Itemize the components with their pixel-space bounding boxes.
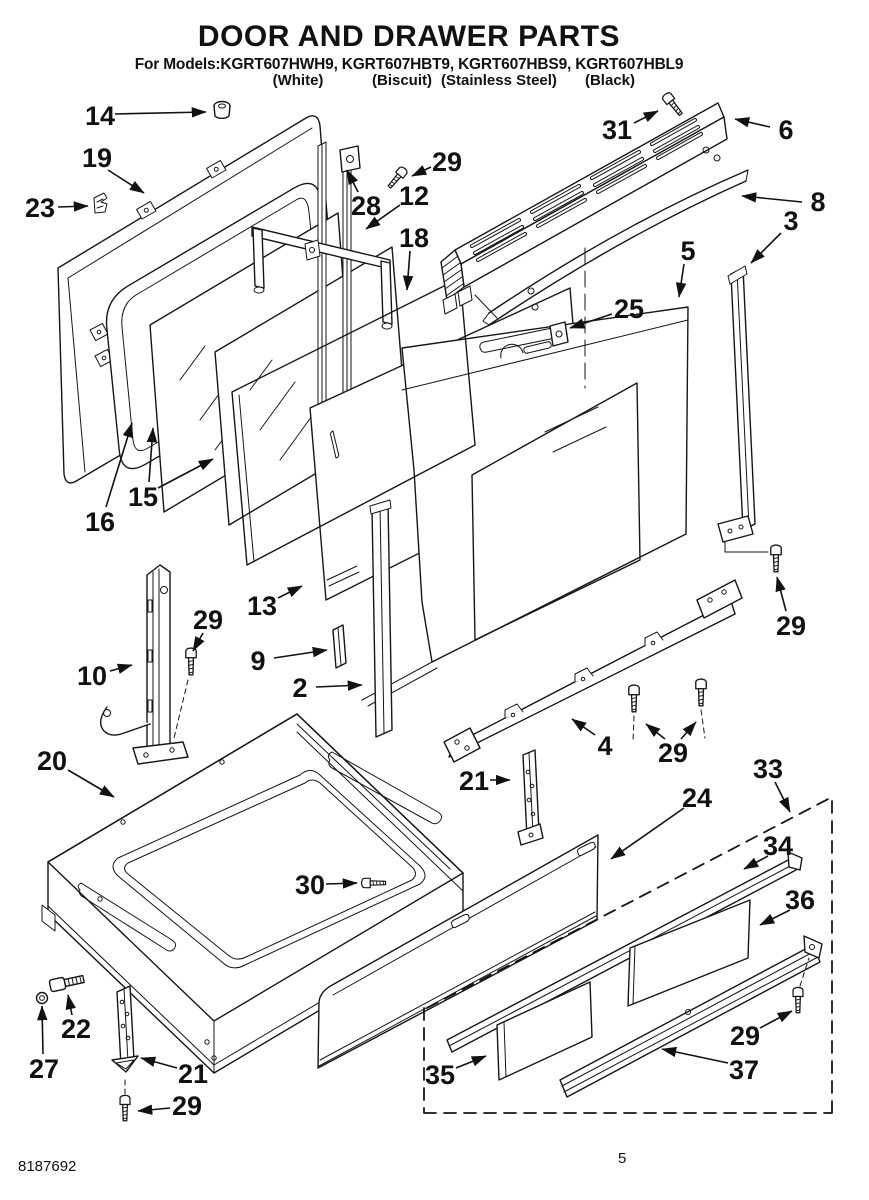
leader-line-35 xyxy=(456,1056,486,1068)
callout-23: 23 xyxy=(24,193,56,223)
leader-line-29 xyxy=(412,167,431,176)
callout-29: 29 xyxy=(775,611,807,641)
part-retainer-clip-28 xyxy=(340,146,360,172)
leader-line-29 xyxy=(138,1108,170,1111)
screw-31 xyxy=(661,91,684,117)
leader-line-33 xyxy=(775,782,790,812)
leader-line-24 xyxy=(611,808,684,859)
callout-27: 27 xyxy=(28,1054,60,1084)
callout-20: 20 xyxy=(36,746,68,776)
leader-line-9 xyxy=(274,650,327,658)
finish-label: (Black) xyxy=(584,72,636,89)
screw-29-right xyxy=(771,545,781,572)
callout-28: 28 xyxy=(350,191,382,221)
callout-29: 29 xyxy=(171,1091,203,1121)
part-clip-23 xyxy=(94,193,107,213)
page-number: 5 xyxy=(618,1150,627,1167)
screw-29-drawer-trim xyxy=(793,987,803,1012)
leader-line-4 xyxy=(572,719,595,735)
leader-line-10 xyxy=(110,665,132,671)
leader-line-21 xyxy=(141,1058,177,1068)
callout-31: 31 xyxy=(601,115,633,145)
finish-label: (White) xyxy=(272,72,324,89)
leader-line-8 xyxy=(742,196,802,202)
leader-line-29 xyxy=(760,1011,792,1028)
callout-21: 21 xyxy=(458,766,490,796)
callout-4: 4 xyxy=(597,731,613,761)
callout-19: 19 xyxy=(81,143,113,173)
callout-30: 30 xyxy=(294,870,326,900)
callout-34: 34 xyxy=(762,831,794,861)
callout-16: 16 xyxy=(84,507,116,537)
callout-6: 6 xyxy=(778,115,794,145)
screw-29-rail-1 xyxy=(629,685,639,712)
part-washer-27 xyxy=(37,993,48,1004)
callout-12: 12 xyxy=(398,181,430,211)
models-line: For Models:KGRT607HWH9, KGRT607HBT9, KGRT607HBS9, KGRT607HBL9 xyxy=(134,56,684,73)
callout-3: 3 xyxy=(783,206,799,236)
callout-37: 37 xyxy=(728,1055,760,1085)
callout-29: 29 xyxy=(431,147,463,177)
screw-29-lower-left xyxy=(120,1095,130,1120)
rail-screw-dashes xyxy=(633,710,705,741)
callout-33: 33 xyxy=(752,754,784,784)
callout-25: 25 xyxy=(613,294,645,324)
leader-line-18 xyxy=(407,251,410,290)
callout-21: 21 xyxy=(177,1059,209,1089)
leader-line-29 xyxy=(646,724,665,739)
part-plug-14 xyxy=(214,102,230,119)
callout-36: 36 xyxy=(784,885,816,915)
leader-line-29 xyxy=(777,577,786,611)
leader-line-5 xyxy=(679,264,684,297)
callout-29: 29 xyxy=(657,738,689,768)
leader-line-22 xyxy=(68,995,72,1015)
finish-label: (Stainless Steel) xyxy=(441,72,557,89)
part-glide-bracket-21-upper xyxy=(518,750,543,845)
callout-18: 18 xyxy=(398,223,430,253)
callout-14: 14 xyxy=(84,101,116,131)
page-title: DOOR AND DRAWER PARTS xyxy=(197,20,621,53)
screw-29-rail-2 xyxy=(696,679,706,706)
callout-29: 29 xyxy=(192,605,224,635)
screw-29-guide-dash xyxy=(174,680,188,738)
part-side-trim-3 xyxy=(718,266,768,552)
leader-line-13 xyxy=(278,586,302,598)
part-glide-bracket-21-lower xyxy=(112,986,138,1098)
callout-22: 22 xyxy=(60,1014,92,1044)
callout-15: 15 xyxy=(127,482,159,512)
callout-13: 13 xyxy=(246,591,278,621)
finish-label: (Biscuit) xyxy=(372,72,432,89)
leader-line-2 xyxy=(316,685,362,687)
callout-2: 2 xyxy=(292,673,308,703)
leader-line-29 xyxy=(681,722,696,739)
leader-line-19 xyxy=(108,170,144,193)
leader-line-27 xyxy=(42,1006,43,1054)
leader-line-20 xyxy=(68,770,114,797)
leader-line-37 xyxy=(662,1049,728,1063)
leader-line-30 xyxy=(326,883,357,884)
leader-line-3 xyxy=(751,233,781,263)
callout-29: 29 xyxy=(729,1021,761,1051)
part-side-trim-2 xyxy=(370,500,392,737)
callout-5: 5 xyxy=(680,236,696,266)
callout-24: 24 xyxy=(681,783,713,813)
part-spacer-9 xyxy=(333,625,346,668)
document-number: 8187692 xyxy=(18,1158,77,1175)
callout-10: 10 xyxy=(76,661,108,691)
callout-9: 9 xyxy=(250,646,266,676)
leader-line-31 xyxy=(634,111,658,123)
leader-line-14 xyxy=(115,112,206,114)
screw-29-bracket10 xyxy=(186,648,196,675)
leader-line-29 xyxy=(193,633,203,651)
leader-line-6 xyxy=(735,119,770,127)
leader-line-23 xyxy=(58,206,88,207)
callout-8: 8 xyxy=(810,187,826,217)
part-shoulder-bolt-22 xyxy=(49,973,85,992)
part-vent-grille-6 xyxy=(441,103,727,314)
callout-35: 35 xyxy=(424,1060,456,1090)
